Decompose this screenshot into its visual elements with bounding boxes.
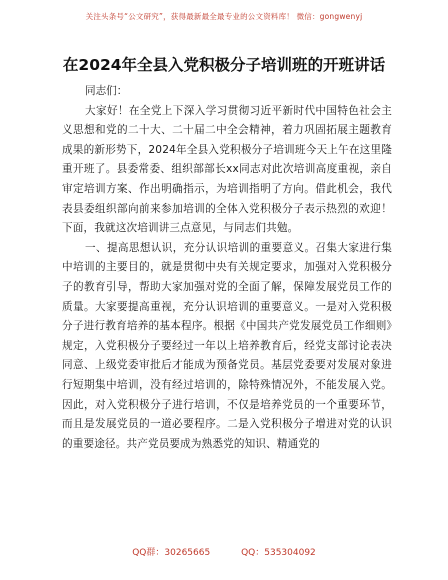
- paragraph-section-one: 一、提高思想认识，充分认识培训的重要意义。召集大家进行集中培训的主要目的，就是贯彻中央有关规定要求，加强对入党积极分子的教育引导，帮助大家加强对党的全面了解，保障发展党员工作的质量。大家要提高重视，充分认识培训的重要意义。一是对入党积极分子进行教育培养的基本程序。根据《中国共产党发展党员工作细则》规定，入党积极分子要经过一年以上培养教育后，经党支部讨论表决同意、上级党委审批后才能成为预备党员。基层党委要对发展对象进行短期集中培训，没有经过培训的，除特殊情况外，不能发展入党。因此，对入党积极分子进行培训，不仅是培养党员的一个重要环节，而且是发展党员的一道必要程序。二是入党积极分子增进对党的认识的重要途径。共产党员要成为熟悉党的知识、精通党的: [62, 241, 392, 450]
- paragraph-opening: 大家好！在全党上下深入学习贯彻习近平新时代中国特色社会主义思想和党的二十大、二十届二中全会精神，着力巩固拓展主题教育成果的新形势下，2024年全县入党积极分子培训班今天上午在这里隆重开班了。县委常委、组织部部长xx同志对此次培训高度重视，亲自审定培训方案、作出明确指示，为培训指明了方向。借此机会，我代表县委组织部向前来参加培训的全体入党积极分子表示热烈的欢迎！下面，我就这次培训讲三点意见，与同志们共勉。: [62, 104, 392, 235]
- document-body: [62, 82, 392, 454]
- footer-qq: QQ：535304092: [241, 548, 316, 558]
- document-title: 在2024年全县入党积极分子培训班的开班讲话: [62, 56, 386, 74]
- header-watermark: 关注头条号“公文研究”，获得最新最全最专业的公文资料库！ 微信：gongwenyj: [85, 12, 363, 21]
- salutation: 同志们：: [85, 85, 128, 97]
- footer-contact: [0, 545, 448, 558]
- footer-qq-group: QQ群：30265665: [132, 548, 211, 558]
